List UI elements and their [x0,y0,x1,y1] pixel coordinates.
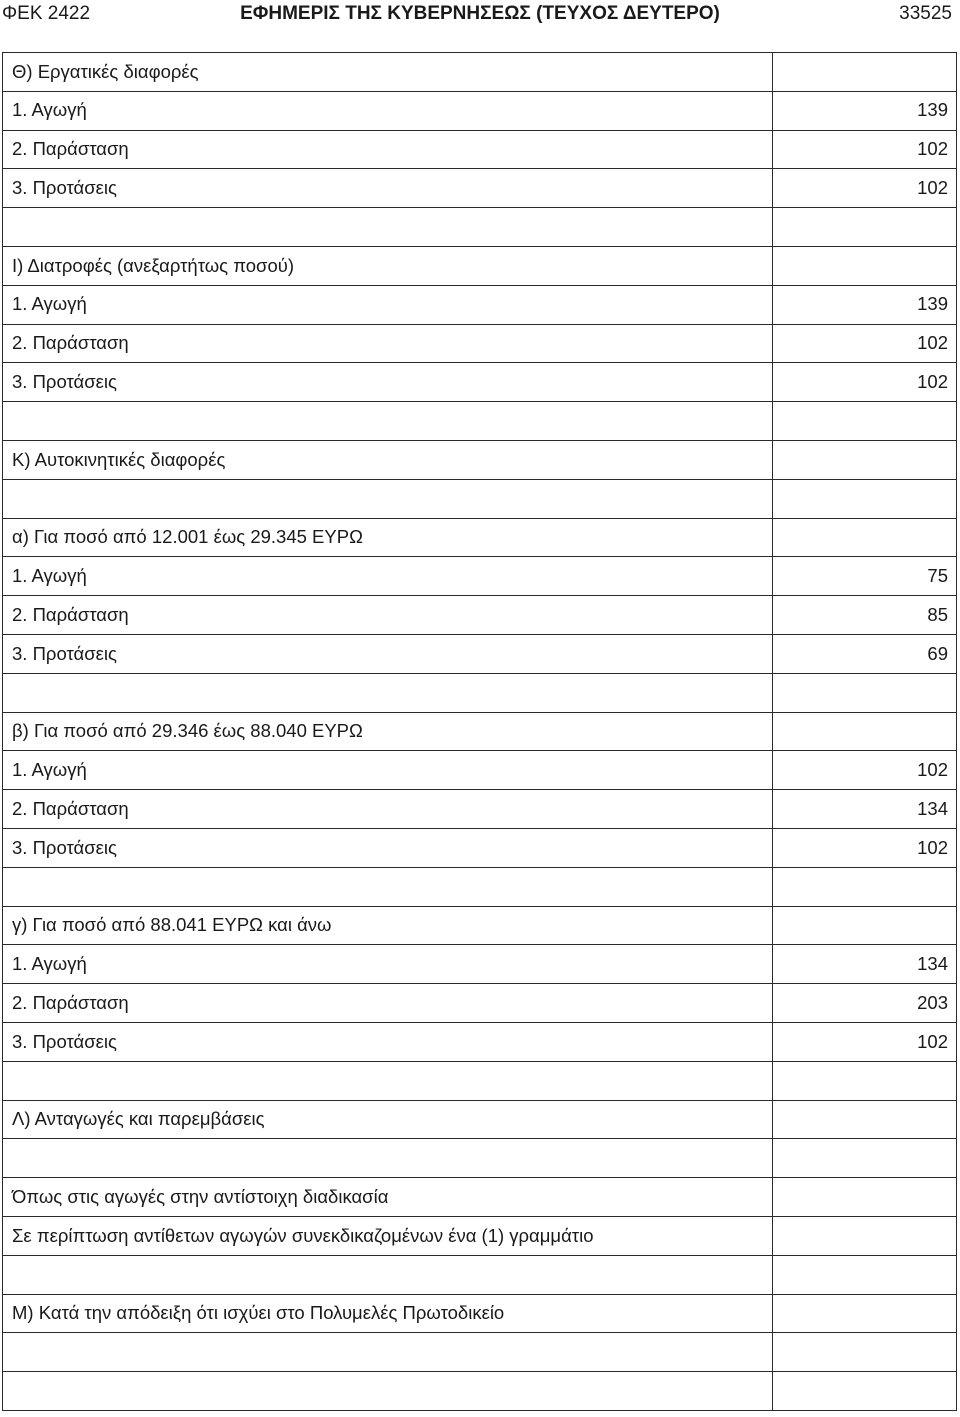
table-row [3,91,957,130]
table-row [3,1139,957,1178]
row-label: 3. Προτάσεις [3,1022,773,1061]
table-row [3,53,957,92]
row-label: 3. Προτάσεις [3,828,773,867]
gazette-issue-number: ΦΕΚ 2422 [2,3,91,24]
row-label [3,1333,773,1372]
table-row [3,130,957,169]
row-amount [773,1333,957,1372]
table-row [3,440,957,479]
row-label: γ) Για ποσό από 88.041 ΕΥΡΩ και άνω [3,906,773,945]
row-label: 1. Αγωγή [3,945,773,984]
row-amount [773,208,957,247]
row-label [3,867,773,906]
table-row [3,208,957,247]
row-label: Θ) Εργατικές διαφορές [3,53,773,92]
row-amount [773,518,957,557]
row-label: 1. Αγωγή [3,285,773,324]
row-amount [773,712,957,751]
row-label: 2. Παράσταση [3,984,773,1023]
row-amount [773,246,957,285]
table-row [3,867,957,906]
row-amount [773,479,957,518]
row-amount: 139 [773,285,957,324]
row-amount: 134 [773,945,957,984]
row-amount [773,1178,957,1217]
row-amount: 102 [773,324,957,363]
table-row [3,1372,957,1411]
table-row [3,790,957,829]
row-amount: 139 [773,91,957,130]
table-row [3,518,957,557]
row-label [3,208,773,247]
row-amount [773,673,957,712]
row-label: Σε περίπτωση αντίθετων αγωγών συνεκδικαζομένων ένα (1) γραμμάτιο [3,1216,773,1255]
row-label: Μ) Κατά την απόδειξη ότι ισχύει στο Πολυμελές Πρωτοδικείο [3,1294,773,1333]
row-label: 3. Προτάσεις [3,169,773,208]
row-amount [773,1100,957,1139]
row-amount: 203 [773,984,957,1023]
row-label: α) Για ποσό από 12.001 έως 29.345 ΕΥΡΩ [3,518,773,557]
row-label [3,673,773,712]
table-row [3,169,957,208]
table-row [3,1022,957,1061]
row-label: Όπως στις αγωγές στην αντίστοιχη διαδικασία [3,1178,773,1217]
row-label: 3. Προτάσεις [3,363,773,402]
row-amount: 69 [773,634,957,673]
table-row [3,557,957,596]
table-row [3,1216,957,1255]
row-label: β) Για ποσό από 29.346 έως 88.040 ΕΥΡΩ [3,712,773,751]
table-row [3,324,957,363]
row-amount [773,53,957,92]
table-row [3,945,957,984]
row-label: 1. Αγωγή [3,751,773,790]
table-row [3,246,957,285]
table-row [3,1061,957,1100]
table-row [3,751,957,790]
gazette-title: ΕΦΗΜΕΡΙΣ ΤΗΣ ΚΥΒΕΡΝΗΣΕΩΣ (ΤΕΥΧΟΣ ΔΕΥΤΕΡΟ) [240,3,720,24]
row-amount [773,1372,957,1411]
row-amount [773,867,957,906]
table-row [3,712,957,751]
row-label [3,1255,773,1294]
page-number: 33525 [899,3,952,24]
fee-table [2,52,957,1411]
table-row [3,1178,957,1217]
table-row [3,596,957,635]
table-row [3,906,957,945]
row-amount: 102 [773,169,957,208]
table-row [3,1255,957,1294]
row-label: 3. Προτάσεις [3,634,773,673]
row-amount [773,906,957,945]
row-label: 2. Παράσταση [3,790,773,829]
row-label: 2. Παράσταση [3,324,773,363]
page-header [0,0,960,30]
row-label [3,402,773,441]
row-label: 2. Παράσταση [3,130,773,169]
row-amount: 102 [773,130,957,169]
table-row [3,285,957,324]
row-amount [773,1139,957,1178]
row-label [3,479,773,518]
table-row [3,634,957,673]
row-label: Κ) Αυτοκινητικές διαφορές [3,440,773,479]
table-row [3,479,957,518]
row-amount: 85 [773,596,957,635]
table-row [3,363,957,402]
row-amount [773,440,957,479]
row-label [3,1061,773,1100]
table-row [3,402,957,441]
row-amount [773,402,957,441]
row-label [3,1139,773,1178]
table-row [3,828,957,867]
row-amount: 134 [773,790,957,829]
row-amount [773,1061,957,1100]
row-amount: 102 [773,1022,957,1061]
row-amount: 102 [773,751,957,790]
row-amount [773,1294,957,1333]
row-amount: 75 [773,557,957,596]
row-label: 2. Παράσταση [3,596,773,635]
table-row [3,984,957,1023]
row-amount: 102 [773,363,957,402]
row-label [3,1372,773,1411]
row-label: 1. Αγωγή [3,557,773,596]
table-row [3,1100,957,1139]
table-row [3,673,957,712]
table-row [3,1294,957,1333]
fee-table-body [3,53,957,1411]
row-label: 1. Αγωγή [3,91,773,130]
row-label: Λ) Ανταγωγές και παρεμβάσεις [3,1100,773,1139]
row-label: Ι) Διατροφές (ανεξαρτήτως ποσού) [3,246,773,285]
row-amount [773,1216,957,1255]
row-amount: 102 [773,828,957,867]
row-amount [773,1255,957,1294]
table-row [3,1333,957,1372]
